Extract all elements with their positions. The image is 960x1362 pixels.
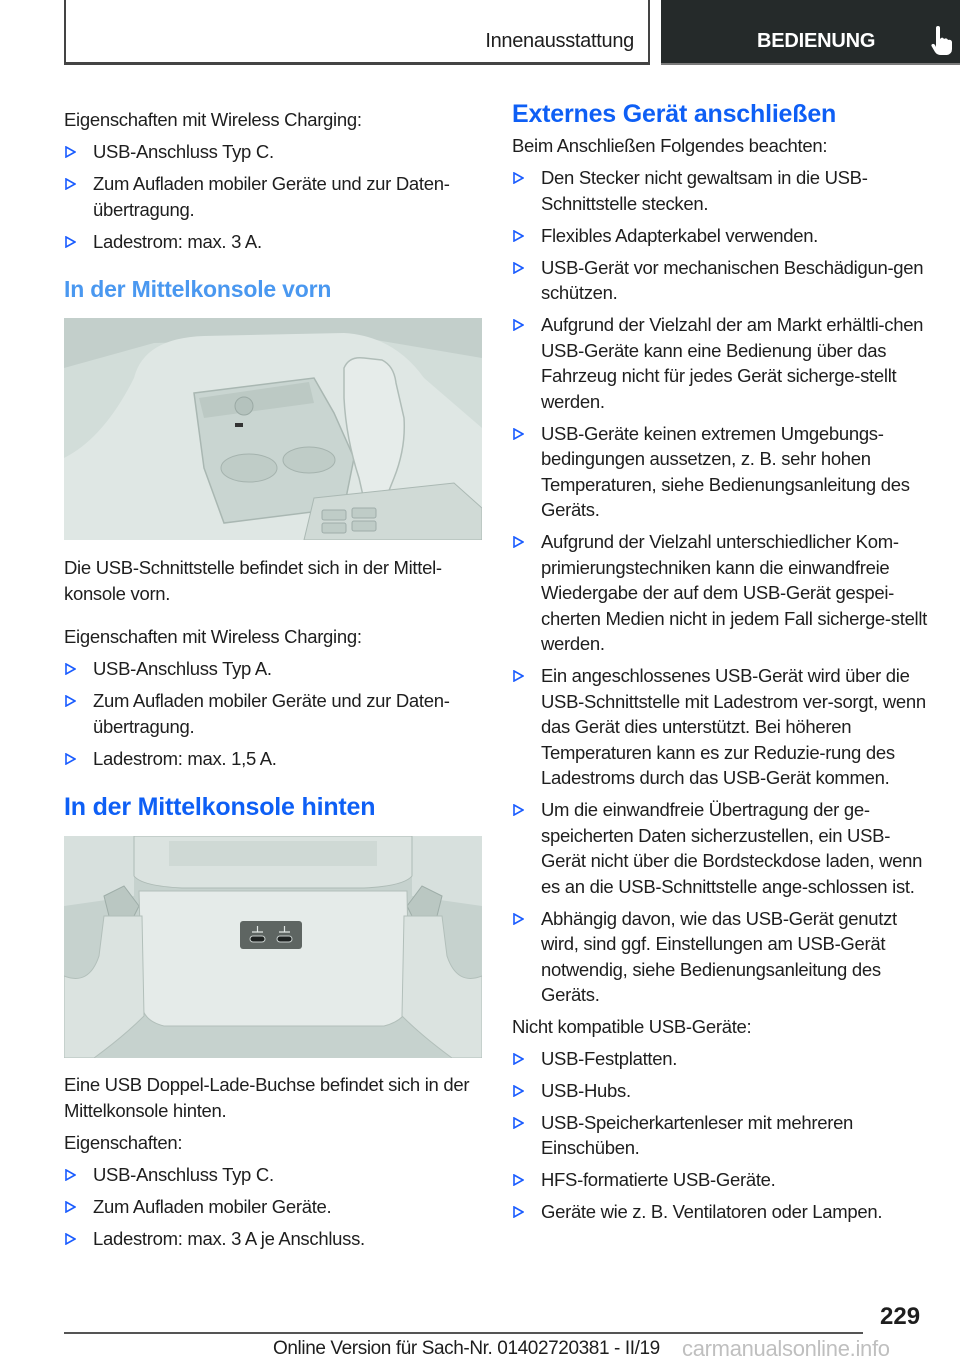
connect-list <box>512 165 932 1008</box>
rear-properties-label: Eigenschaften: <box>64 1132 183 1153</box>
properties-label: Eigenschaften mit Wireless Charging: <box>64 109 362 130</box>
triangle-bullet-icon <box>65 178 76 190</box>
list-item: USB-Geräte keinen extremen Umgebungs-bedingungen aussetzen, z. B. sehr hohen Temperaturen, siehe Bedienungsanleitung des Geräts. <box>512 421 932 523</box>
footer-divider <box>64 1332 863 1334</box>
triangle-bullet-icon <box>513 319 524 331</box>
list-item: Zum Aufladen mobiler Geräte und zur Daten-übertragung. <box>64 688 482 739</box>
list-item: USB-Speicherkartenleser mit mehreren Einschüben. <box>512 1110 932 1161</box>
triangle-bullet-icon <box>65 236 76 248</box>
triangle-bullet-icon <box>65 753 76 765</box>
list-item: Abhängig davon, wie das USB-Gerät genutzt wird, sind ggf. Einstellungen am USB-Gerät notwendig, siehe Bedienungsanleitung des Geräts. <box>512 906 932 1008</box>
list-item: Ein angeschlossenes USB-Gerät wird über die USB-Schnittstelle mit Ladestrom ver-sorgt, wenn das Gerät dies unterstützt. Bei höheren Temperaturen kann es zur Reduzie-rung des Ladestroms durch das USB-Gerät kommen. <box>512 663 932 791</box>
section-title: BEDIENUNG <box>757 30 876 52</box>
list-item: USB-Anschluss Typ A. <box>64 656 482 682</box>
page-number: 229 <box>880 1303 921 1330</box>
triangle-bullet-icon <box>513 804 524 816</box>
list-item: Geräte wie z. B. Ventilatoren oder Lampen. <box>512 1199 932 1225</box>
rear-properties-list <box>64 1162 482 1252</box>
list-item: USB-Anschluss Typ C. <box>64 1162 482 1188</box>
chapter-title: Innenausstattung <box>485 30 634 52</box>
triangle-bullet-icon <box>65 695 76 707</box>
front-properties-list <box>64 656 482 771</box>
list-item: Zum Aufladen mobiler Geräte. <box>64 1194 482 1220</box>
connect-intro: Beim Anschließen Folgendes beachten: <box>512 135 828 156</box>
triangle-bullet-icon <box>513 172 524 184</box>
incompatible-list <box>512 1046 932 1225</box>
list-item: USB-Anschluss Typ C. <box>64 139 482 165</box>
list-item: Aufgrund der Vielzahl unterschiedlicher Kom-primierungstechniken kann die einwandfreie Wiedergabe der auf dem USB-Gerät gespei-cherten Medien nicht in jedem Fall sicherge-stellt werden. <box>512 529 932 657</box>
triangle-bullet-icon <box>513 913 524 925</box>
triangle-bullet-icon <box>65 1201 76 1213</box>
triangle-bullet-icon <box>513 1085 524 1097</box>
triangle-bullet-icon <box>513 428 524 440</box>
triangle-bullet-icon <box>513 1117 524 1129</box>
list-item: Ladestrom: max. 1,5 A. <box>64 746 482 772</box>
chapter-tab <box>64 0 650 65</box>
triangle-bullet-icon <box>513 262 524 274</box>
section-tab <box>661 0 960 65</box>
triangle-bullet-icon <box>513 670 524 682</box>
list-item: USB-Festplatten. <box>512 1046 932 1072</box>
list-item: Zum Aufladen mobiler Geräte und zur Daten-übertragung. <box>64 171 482 222</box>
list-item: HFS-formatierte USB-Geräte. <box>512 1167 932 1193</box>
figure-rear-console <box>64 836 482 1058</box>
figure-front-console <box>64 318 482 540</box>
front-description: Die USB-Schnittstelle befindet sich in der Mittel-konsole vorn. <box>64 557 442 604</box>
rear-description: Eine USB Doppel-Lade-Buchse befindet sich in der Mittelkonsole hinten. <box>64 1074 470 1121</box>
triangle-bullet-icon <box>513 1053 524 1065</box>
triangle-bullet-icon <box>65 663 76 675</box>
list-item: USB-Gerät vor mechanischen Beschädigun-gen schützen. <box>512 255 932 306</box>
properties-list <box>64 139 482 254</box>
triangle-bullet-icon <box>513 536 524 548</box>
rear-console-illustration <box>64 836 482 1058</box>
triangle-bullet-icon <box>65 1233 76 1245</box>
online-version-note: Online Version für Sach-Nr. 01402720381 - II/19 <box>273 1338 660 1359</box>
incompatible-label: Nicht kompatible USB-Geräte: <box>512 1015 752 1037</box>
pointing-hand-icon <box>931 26 953 56</box>
triangle-bullet-icon <box>65 146 76 158</box>
right-column <box>512 100 932 1225</box>
front-properties-label: Eigenschaften mit Wireless Charging: <box>64 626 362 647</box>
section-heading-rear: In der Mittelkonsole hinten <box>64 793 376 821</box>
list-item: Den Stecker nicht gewaltsam in die USB-Schnittstelle stecken. <box>512 165 932 216</box>
triangle-bullet-icon <box>513 230 524 242</box>
list-item: Um die einwandfreie Übertragung der ge-speicherten Daten sicherzustellen, ein USB-Gerät nicht über die Bordsteckdose laden, wenn es an die USB-Schnittstelle ange-schlossen ist. <box>512 797 932 899</box>
watermark: carmanualsonline.info <box>682 1336 890 1361</box>
list-item: Flexibles Adapterkabel verwenden. <box>512 223 932 249</box>
section-heading-front: In der Mittelkonsole vorn <box>64 276 332 302</box>
front-console-illustration <box>64 318 482 540</box>
section-heading-connect: Externes Gerät anschließen <box>512 100 837 128</box>
list-item: USB-Hubs. <box>512 1078 932 1104</box>
triangle-bullet-icon <box>513 1206 524 1218</box>
left-column <box>64 100 482 1252</box>
list-item: Ladestrom: max. 3 A. <box>64 229 482 255</box>
list-item: Aufgrund der Vielzahl der am Markt erhältli-chen USB-Geräte kann eine Bedienung über das Fahrzeug nicht für jedes Gerät sicherge-stellt werden. <box>512 312 932 414</box>
triangle-bullet-icon <box>65 1169 76 1181</box>
list-item: Ladestrom: max. 3 A je Anschluss. <box>64 1226 482 1252</box>
triangle-bullet-icon <box>513 1174 524 1186</box>
